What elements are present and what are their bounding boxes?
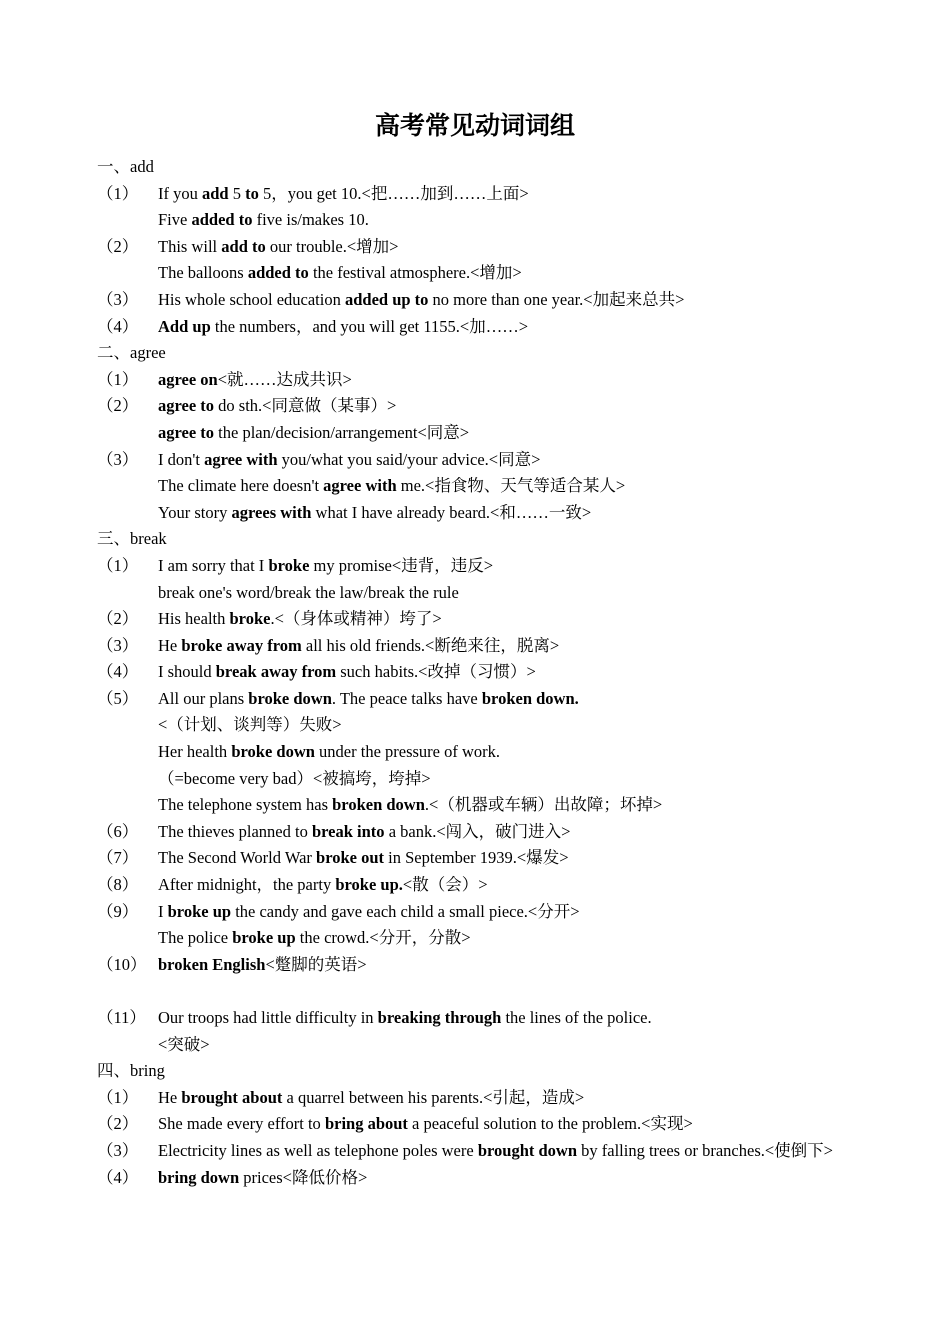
section-heading: 一、add	[97, 157, 154, 176]
entry-text	[97, 1111, 867, 1138]
entry-text	[97, 1005, 867, 1032]
phrase-highlight: break into	[311, 821, 385, 841]
phrase-highlight: add to	[221, 236, 266, 256]
entry-number: （9）	[97, 901, 139, 921]
text-run: I should	[158, 662, 216, 682]
text-run: <突破>	[158, 1034, 210, 1054]
numbered-entry	[97, 1111, 867, 1138]
entry-number: （2）	[97, 236, 139, 256]
numbered-entry	[97, 686, 867, 713]
text-run: All our plans	[158, 688, 249, 708]
text-run: such habits.<改掉（习惯）>	[336, 662, 536, 682]
entry-text	[97, 899, 867, 926]
numbered-entry	[97, 234, 867, 261]
entry-text	[97, 553, 867, 580]
phrase-highlight: broke up.	[335, 875, 403, 895]
text-run: Five	[158, 210, 192, 230]
text-run: Our troops had little difficulty in	[158, 1008, 378, 1027]
text-run: If you	[158, 183, 202, 203]
entry-number: （11）	[97, 1008, 146, 1027]
text-run: me.<指食物、天气等适合某人>	[396, 476, 626, 496]
text-run: I	[158, 901, 168, 921]
text-run: Your story	[158, 502, 232, 522]
numbered-entry	[97, 899, 867, 926]
text-run: the festival atmosphere.<增加>	[308, 263, 522, 283]
entry-text	[97, 1032, 867, 1059]
numbered-entry	[97, 633, 867, 660]
entry-text	[97, 260, 867, 287]
text-run: the plan/decision/arrangement<同意>	[214, 422, 470, 442]
entry-continuation	[97, 473, 867, 500]
phrase-highlight: broke down	[231, 742, 315, 762]
numbered-entry	[97, 1085, 867, 1112]
text-run: five is/makes 10.	[252, 210, 369, 230]
phrase-highlight: bring about	[324, 1114, 408, 1134]
phrase-highlight: broken down.	[481, 688, 579, 708]
phrase-highlight: bring down	[158, 1167, 240, 1187]
entry-continuation	[97, 207, 867, 234]
phrase-highlight: agree with	[323, 476, 397, 496]
phrase-highlight: break away from	[215, 662, 337, 682]
entry-text	[97, 712, 867, 739]
entry-text	[97, 1138, 867, 1165]
entry-continuation	[97, 500, 867, 527]
text-run: . The peace talks have	[331, 688, 482, 708]
entry-number: （6）	[97, 821, 139, 841]
text-run: The climate here doesn't	[158, 476, 324, 496]
entry-number: （3）	[97, 449, 139, 469]
phrase-highlight: broke up	[167, 901, 232, 921]
text-run: The balloons	[158, 263, 248, 283]
entry-text	[97, 766, 867, 793]
entry-continuation	[97, 766, 867, 793]
text-run: After midnight，the party	[158, 875, 336, 895]
numbered-entry	[97, 447, 867, 474]
text-run: 5	[228, 183, 246, 203]
entry-text	[97, 606, 867, 633]
phrase-highlight: brought about	[181, 1087, 283, 1107]
entry-number: （1）	[97, 555, 139, 575]
entry-text	[97, 447, 867, 474]
phrase-highlight: broken down	[332, 795, 425, 815]
entry-text	[97, 473, 867, 500]
entry-text	[97, 1165, 867, 1192]
text-run: <蹩脚的英语>	[265, 954, 367, 974]
section-heading: 三、break	[97, 529, 167, 549]
text-run: The Second World War	[158, 848, 317, 868]
text-run: The thieves planned to	[158, 821, 312, 841]
text-run: my promise<违背，违反>	[309, 555, 493, 575]
text-run: break one's word/break the law/break the rule	[158, 582, 459, 602]
text-run: you/what you said/your advice.<同意>	[277, 449, 541, 469]
entry-continuation	[97, 1032, 867, 1059]
entry-number: （3）	[97, 289, 139, 309]
document-title: 高考常见动词词组	[374, 113, 575, 140]
phrase-highlight: agree on	[158, 369, 218, 389]
phrase-highlight: broke	[268, 555, 310, 575]
phrase-highlight: agree to	[158, 396, 215, 416]
phrase-highlight: agree to	[158, 422, 215, 442]
text-run: His health	[158, 609, 230, 629]
phrase-highlight: broke up	[232, 928, 296, 948]
entry-number: （1）	[97, 183, 139, 203]
text-run: the lines of the police.	[501, 1008, 652, 1027]
numbered-entry	[97, 952, 867, 979]
entry-number: （3）	[97, 635, 139, 655]
numbered-entry	[97, 181, 867, 208]
text-run: This will	[158, 236, 222, 256]
phrase-highlight: broke away from	[181, 635, 302, 655]
entry-number: （4）	[97, 662, 139, 682]
entry-text	[97, 500, 867, 527]
entry-text	[97, 872, 867, 899]
text-run: Electricity lines as well as telephone poles were	[158, 1140, 478, 1160]
entry-text	[97, 287, 867, 314]
entry-number: （8）	[97, 875, 139, 895]
text-run: in September 1939.<爆发>	[384, 848, 569, 868]
numbered-entry	[97, 845, 867, 872]
phrase-highlight: added to	[247, 263, 309, 283]
entry-text	[97, 792, 867, 819]
numbered-entry	[97, 314, 867, 341]
text-run: I don't	[158, 449, 205, 469]
entry-text	[97, 1085, 867, 1112]
entry-text	[97, 367, 867, 394]
entry-text	[97, 819, 867, 846]
entry-continuation	[97, 260, 867, 287]
entry-continuation	[97, 712, 867, 739]
entry-number: （4）	[97, 1167, 139, 1187]
entry-text	[97, 207, 867, 234]
text-run: .<（身体或精神）垮了>	[270, 609, 442, 629]
text-run: the candy and gave each child a small piece.<分开>	[231, 901, 580, 921]
entry-number: （2）	[97, 396, 139, 416]
text-run: Her health	[158, 742, 232, 762]
numbered-entry	[97, 1005, 867, 1032]
entry-text	[97, 686, 867, 713]
numbered-entry	[97, 287, 867, 314]
entry-number: （3）	[97, 1140, 139, 1160]
entry-number: （4）	[97, 316, 139, 336]
numbered-entry	[97, 606, 867, 633]
entry-text	[97, 925, 867, 952]
entry-continuation	[97, 420, 867, 447]
numbered-entry	[97, 1138, 867, 1165]
document-body	[97, 154, 867, 1191]
entry-text	[97, 659, 867, 686]
text-run: a bank.<闯入，破门进入>	[384, 821, 571, 841]
phrase-highlight: broke down	[248, 688, 332, 708]
numbered-entry	[97, 819, 867, 846]
text-run: a peaceful solution to the problem.<实现>	[407, 1114, 693, 1134]
text-run: under the pressure of work.	[314, 742, 501, 762]
text-run: She made every effort to	[158, 1114, 325, 1134]
entry-number: （10）	[97, 954, 147, 974]
phrase-highlight: to	[245, 183, 259, 203]
entry-continuation	[97, 792, 867, 819]
phrase-highlight: broke out	[316, 848, 385, 868]
text-run: .<（机器或车辆）出故障；坏掉>	[424, 795, 663, 815]
text-run: the numbers，and you will get 1155.<加……>	[210, 316, 529, 336]
entry-number: （2）	[97, 609, 139, 629]
entry-text	[97, 580, 867, 607]
text-run: <就……达成共识>	[217, 369, 352, 389]
text-run: I am sorry that I	[158, 555, 269, 575]
text-run: by falling trees or branches.<使倒下>	[577, 1140, 833, 1160]
phrase-highlight: brought down	[477, 1140, 578, 1160]
phrase-highlight: agree with	[204, 449, 278, 469]
text-run: He	[158, 635, 182, 655]
numbered-entry	[97, 872, 867, 899]
text-run: <（计划、谈判等）失败>	[158, 715, 342, 735]
text-run: （=become very bad）<被搞垮，垮掉>	[158, 768, 431, 788]
entry-text	[97, 181, 867, 208]
entry-continuation	[97, 739, 867, 766]
text-run: no more than one year.<加起来总共>	[428, 289, 685, 309]
phrase-highlight: broke	[229, 609, 271, 629]
entry-text	[97, 952, 867, 979]
phrase-highlight: add	[202, 183, 229, 203]
text-run: our trouble.<增加>	[265, 236, 399, 256]
numbered-entry	[97, 393, 867, 420]
text-run: what I have already beard.<和……一致>	[311, 502, 592, 522]
entry-number: （5）	[97, 688, 139, 708]
entry-number: （1）	[97, 369, 139, 389]
entry-text	[97, 393, 867, 420]
text-run: The police	[158, 928, 233, 948]
entry-number: （7）	[97, 848, 139, 868]
text-run: He	[158, 1087, 182, 1107]
phrase-highlight: agrees with	[231, 502, 312, 522]
text-run: His whole school education	[158, 289, 345, 309]
entry-text	[97, 739, 867, 766]
numbered-entry	[97, 1165, 867, 1192]
text-run: <散（会）>	[402, 875, 488, 895]
blank-line	[97, 978, 867, 1005]
text-run: the crowd.<分开，分散>	[295, 928, 471, 948]
entry-text	[97, 314, 867, 341]
entry-number: （1）	[97, 1087, 139, 1107]
text-run: a quarrel between his parents.<引起，造成>	[282, 1087, 585, 1107]
phrase-highlight: added to	[191, 210, 253, 230]
text-run: prices<降低价格>	[239, 1167, 368, 1187]
phrase-highlight: Add up	[158, 316, 211, 336]
numbered-entry	[97, 659, 867, 686]
section-heading: 四、bring	[97, 1061, 165, 1081]
numbered-entry	[97, 367, 867, 394]
phrase-highlight: added up to	[344, 289, 429, 309]
phrase-highlight: broken English	[158, 954, 266, 974]
entry-text	[97, 633, 867, 660]
entry-text	[97, 420, 867, 447]
text-run: all his old friends.<断绝来往，脱离>	[301, 635, 560, 655]
text-run: The telephone system has	[158, 795, 333, 815]
entry-text	[97, 234, 867, 261]
entry-continuation	[97, 580, 867, 607]
entry-continuation	[97, 925, 867, 952]
entry-text	[97, 845, 867, 872]
entry-number: （2）	[97, 1114, 139, 1134]
numbered-entry	[97, 553, 867, 580]
text-run: do sth.<同意做（某事）>	[214, 396, 397, 416]
section-heading: 二、agree	[97, 343, 166, 363]
phrase-highlight: breaking through	[377, 1008, 502, 1027]
text-run: 5，you get 10.<把……加到……上面>	[258, 183, 529, 203]
